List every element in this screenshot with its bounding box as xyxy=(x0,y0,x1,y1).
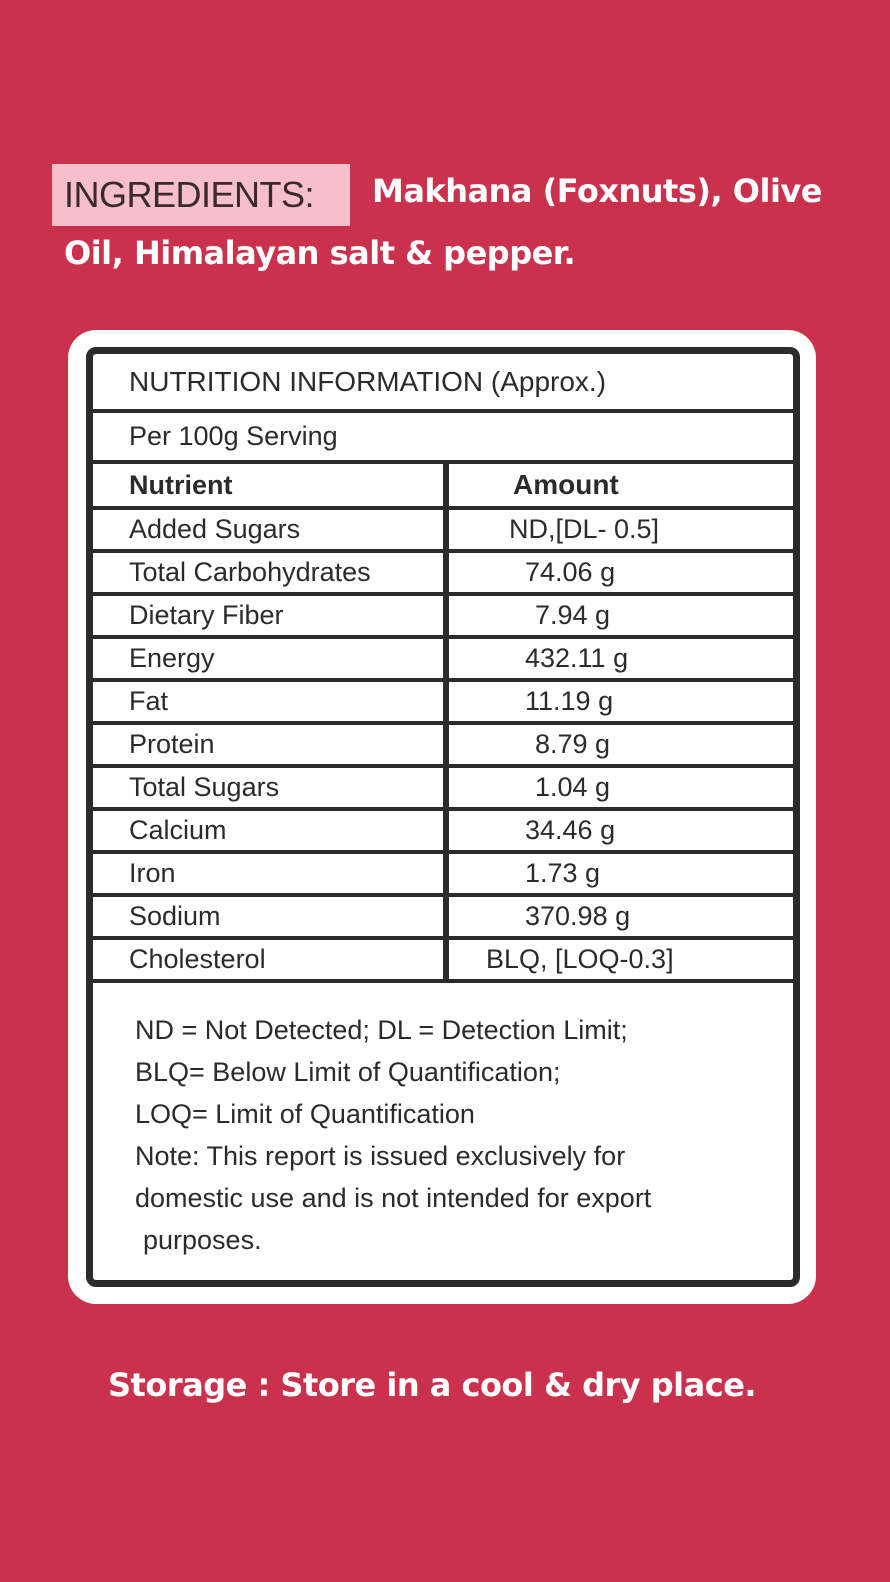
nutrient-name: Sodium xyxy=(93,895,446,938)
table-row xyxy=(93,766,793,809)
table-row xyxy=(93,895,793,938)
nutrition-title: NUTRITION INFORMATION (Approx.) xyxy=(93,354,793,411)
note-line: domestic use and is not intended for export xyxy=(135,1183,652,1213)
note-line: ND = Not Detected; DL = Detection Limit; xyxy=(135,1015,628,1045)
nutrition-notes xyxy=(93,983,793,1261)
nutrient-name: Total Carbohydrates xyxy=(93,551,446,594)
column-header-nutrient: Nutrient xyxy=(93,462,446,508)
ingredients-text-line1: Makhana (Foxnuts), Olive xyxy=(372,172,822,210)
table-row xyxy=(93,938,793,981)
note-line: BLQ= Below Limit of Quantification; xyxy=(135,1057,561,1087)
nutrient-name: Energy xyxy=(93,637,446,680)
nutrient-amount: BLQ, [LOQ-0.3] xyxy=(446,938,793,981)
nutrient-name: Added Sugars xyxy=(93,508,446,551)
nutrient-name: Dietary Fiber xyxy=(93,594,446,637)
table-row xyxy=(93,723,793,766)
table-row xyxy=(93,680,793,723)
table-row xyxy=(93,852,793,895)
nutrient-amount: 1.73 g xyxy=(446,852,793,895)
table-row xyxy=(93,594,793,637)
ingredients-label: INGREDIENTS: xyxy=(52,164,350,226)
column-header-amount: Amount xyxy=(446,462,793,508)
nutrient-amount: 8.79 g xyxy=(446,723,793,766)
nutrient-amount: ND,[DL- 0.5] xyxy=(446,508,793,551)
note-line: purposes. xyxy=(143,1225,262,1255)
nutrient-name: Calcium xyxy=(93,809,446,852)
nutrient-name: Fat xyxy=(93,680,446,723)
nutrient-name: Iron xyxy=(93,852,446,895)
note-line: LOQ= Limit of Quantification xyxy=(135,1099,475,1129)
serving-size: Per 100g Serving xyxy=(93,411,793,462)
nutrient-amount: 432.11 g xyxy=(446,637,793,680)
nutrient-amount: 74.06 g xyxy=(446,551,793,594)
nutrition-table xyxy=(93,354,793,983)
nutrient-amount: 370.98 g xyxy=(446,895,793,938)
table-row xyxy=(93,809,793,852)
nutrient-name: Total Sugars xyxy=(93,766,446,809)
note-line: Note: This report is issued exclusively for xyxy=(135,1141,626,1171)
ingredients-text-line2: Oil, Himalayan salt & pepper. xyxy=(64,234,576,272)
table-row xyxy=(93,637,793,680)
ingredients-block xyxy=(64,164,844,280)
table-header-row xyxy=(93,462,793,508)
table-row xyxy=(93,551,793,594)
nutrient-name: Protein xyxy=(93,723,446,766)
nutrient-amount: 1.04 g xyxy=(446,766,793,809)
nutrient-amount: 11.19 g xyxy=(446,680,793,723)
serving-row xyxy=(93,411,793,462)
table-row xyxy=(93,508,793,551)
nutrient-amount: 7.94 g xyxy=(446,594,793,637)
nutrient-name: Cholesterol xyxy=(93,938,446,981)
storage-instructions: Storage : Store in a cool & dry place. xyxy=(108,1366,757,1404)
nutrition-title-row xyxy=(93,354,793,411)
nutrition-panel xyxy=(86,347,800,1287)
nutrient-amount: 34.46 g xyxy=(446,809,793,852)
